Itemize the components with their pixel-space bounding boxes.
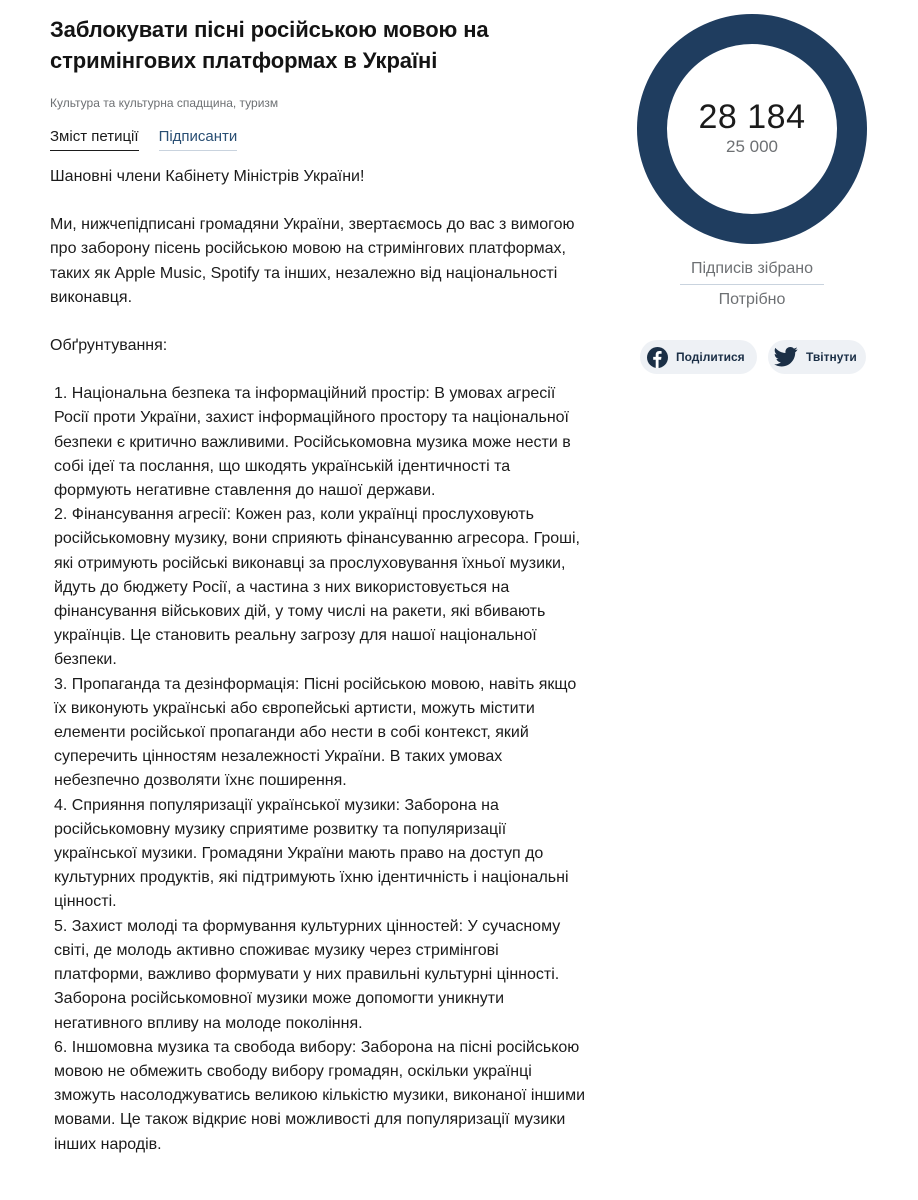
list-item: 6. Іншомовна музика та свобода вибору: Заборона на пісні російською мовою не обмежить свободу вибору громадян, оскільки українці зможуть насолоджуватись великою кількістю музики, виконаної іншими мовами. Це також відкриє нові можливості для популяризації музики інших народів.	[54, 1038, 585, 1153]
collected-label: Підписів зібрано	[680, 260, 824, 285]
petition-category[interactable]: Культура та культурна спадщина, туризм	[50, 96, 279, 110]
signature-counter	[637, 14, 867, 244]
facebook-share-button[interactable]	[640, 340, 757, 374]
twitter-share-label: Твітнути	[806, 350, 857, 364]
facebook-icon	[647, 347, 668, 368]
greeting-text: Шановні члени Кабінету Міністрів України!	[50, 168, 365, 185]
signatures-collected-count: 28 184	[698, 98, 806, 136]
list-item: 1. Національна безпека та інформаційний простір: В умовах агресії Росії проти України, захист інформаційного простору та національної безпеки є критично важливими. Російськомовна музика може нести в собі ідеї та послання, що шкодять українській ідентичності та формують негативне ставлення до нашої держави.	[54, 385, 571, 500]
petition-tabs	[50, 128, 590, 151]
facebook-share-label: Поділитися	[676, 350, 745, 364]
list-item: 5. Захист молоді та формування культурних цінностей: У сучасному світі, де молодь активно споживає музику через стримінгові платформи, важливо формувати у них правильні культурні цінності. Заборона російськомовної музики може допомогти уникнути негативного впливу на молоде покоління.	[54, 917, 561, 1032]
list-item: 2. Фінансування агресії: Кожен раз, коли українці прослуховують російськомовну музику, вони сприяють фінансуванню агресора. Гроші, які отримують російські виконавці за прослуховування їхньої музики, йдуть до бюджету Росії, а частина з них використовується на фінансування військових дій, у тому числі на ракети, які вбивають українців. Це становить реальну загрозу для нашої національної безпеки.	[54, 506, 580, 669]
petition-title: Заблокувати пісні російською мовою на стримінгових платформах в Україні	[50, 17, 489, 73]
required-label: Потрібно	[718, 291, 786, 308]
twitter-icon	[774, 347, 798, 367]
tab-signers[interactable]: Підписанти	[159, 128, 238, 151]
petition-content	[50, 165, 590, 1157]
justification-heading: Обґрунтування:	[50, 337, 168, 355]
share-buttons	[640, 340, 866, 374]
intro-paragraph: Ми, нижчепідписані громадяни України, звертаємось до вас з вимогою про заборону пісень російською мовою на стримінгових платформах, таких як Apple Music, Spotify та інших, незалежно від національності виконавця.	[50, 216, 575, 306]
petition-main	[50, 14, 590, 1157]
list-item: 4. Сприяння популяризації української музики: Заборона на російськомовну музику сприятиме розвитку та популяризації української музики. Громадяни України мають право на доступ до культурних продуктів, які підтримують їхню ідентичність і національні цінності.	[54, 796, 569, 911]
tab-content[interactable]: Зміст петиції	[50, 128, 139, 151]
signature-stats	[680, 260, 824, 309]
twitter-share-button[interactable]	[768, 340, 866, 374]
signatures-required-count: 25 000	[726, 137, 778, 156]
list-item: 3. Пропаганда та дезінформація: Пісні російською мовою, навіть якщо їх виконують українські або європейські артисти, можуть містити елементи російської пропаганди або нести в собі контекст, який суперечить цінностям незалежності України. В таких умовах небезпечно дозволяти їхнє поширення.	[54, 675, 577, 790]
justification-list	[50, 382, 590, 1157]
